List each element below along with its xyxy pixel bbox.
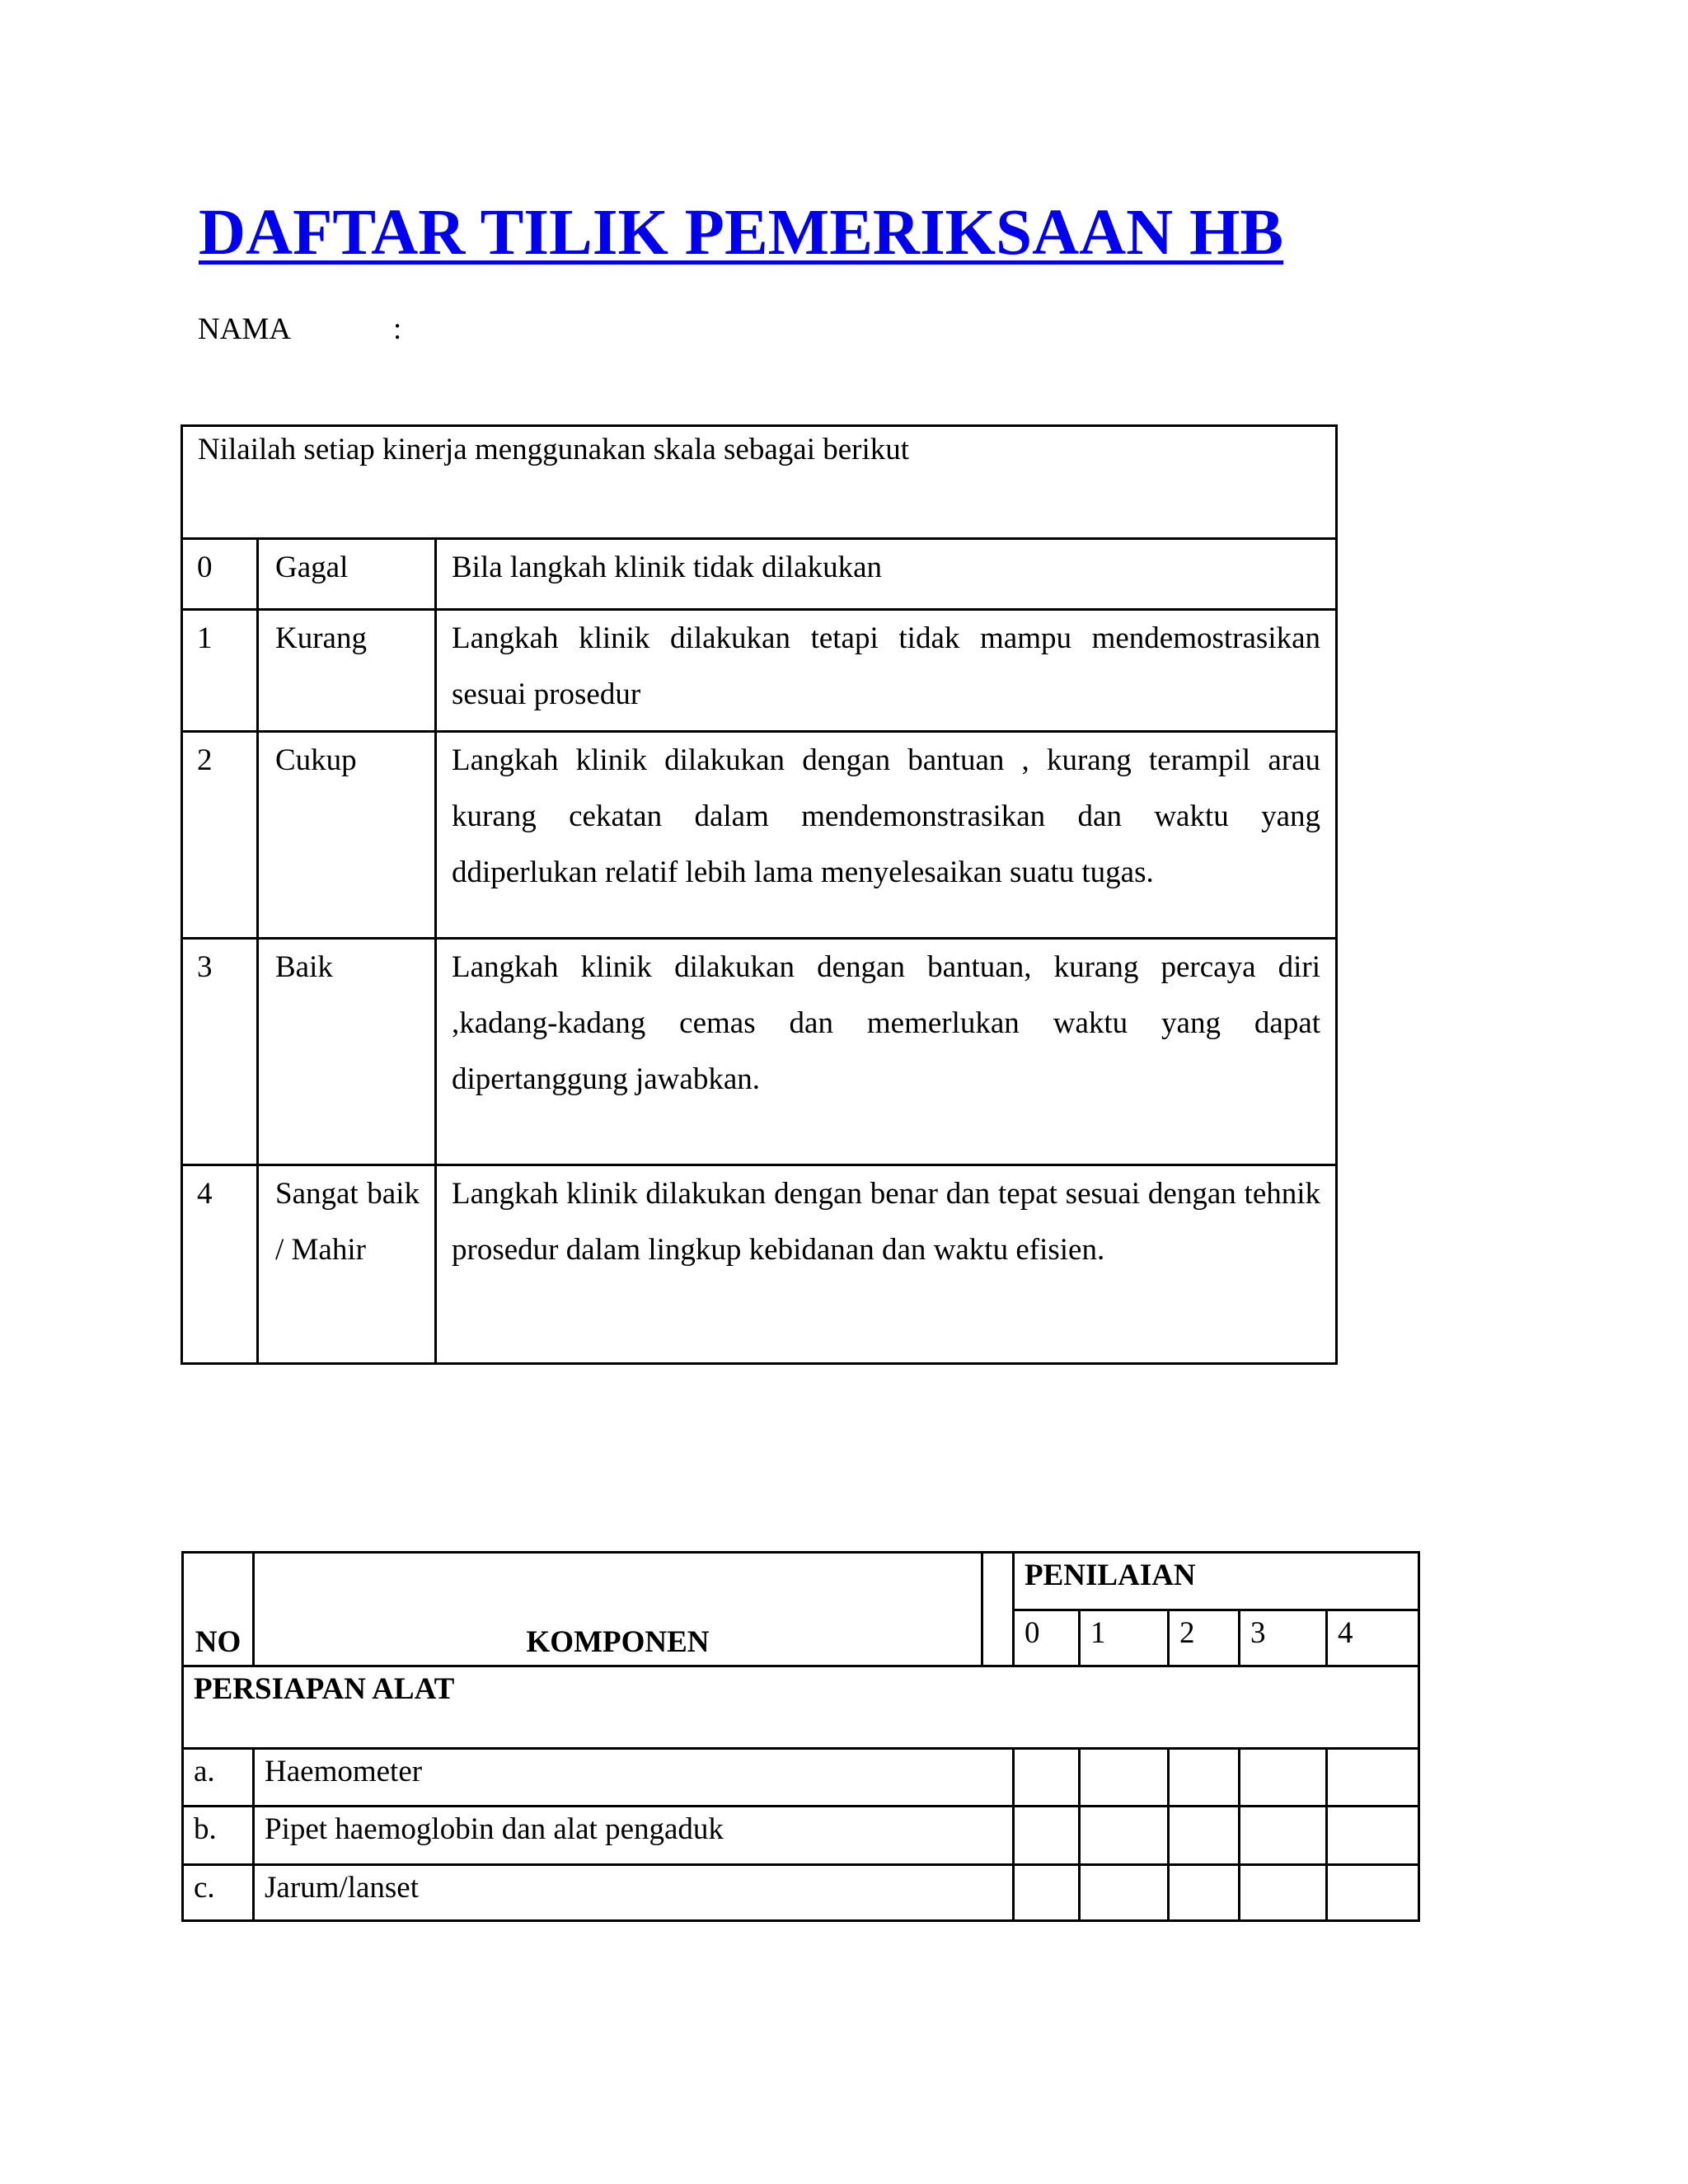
scale-description: Bila langkah klinik tidak dilakukan [436,539,1337,610]
scale-score: 0 [182,539,258,610]
scale-label: Baik [258,939,436,1165]
score-cell[interactable] [1240,1865,1327,1921]
scale-intro-row [182,426,1337,539]
scale-description: Langkah klinik dilakukan dengan bantuan, kurang percaya diri ,kadang-kadang cemas dan memerlukan waktu yang dapat dipertanggung jawabkan. [436,939,1337,1165]
item-text: Pipet haemoglobin dan alat pengaduk [254,1807,1014,1865]
scale-score: 4 [182,1165,258,1364]
score-cell[interactable] [1240,1749,1327,1807]
component-header-row [183,1553,1419,1610]
scale-label: Sangat baik / Mahir [258,1165,436,1364]
score-cell[interactable] [1240,1807,1327,1865]
score-cell[interactable] [1169,1749,1240,1807]
score-cell[interactable] [1169,1807,1240,1865]
scale-score: 2 [182,732,258,939]
document-title: DAFTAR TILIK PEMERIKSAAN HB [199,197,1284,269]
section-persiapan-alat: PERSIAPAN ALAT [183,1666,1419,1749]
scale-score: 1 [182,610,258,732]
score-cell[interactable] [1327,1807,1419,1865]
scale-label: Cukup [258,732,436,939]
table-row [183,1807,1419,1865]
score-cell[interactable] [1327,1865,1419,1921]
scale-row [182,539,1337,610]
nama-colon: : [393,312,402,346]
score-cell[interactable] [1080,1749,1169,1807]
item-no: a. [183,1749,254,1807]
scale-score: 3 [182,939,258,1165]
scale-table [181,424,1338,1365]
scale-intro: Nilailah setiap kinerja menggunakan skala sebagai berikut [182,426,1337,539]
item-text: Jarum/lanset [254,1865,1014,1921]
score-cell[interactable] [1080,1865,1169,1921]
scale-description: Langkah klinik dilakukan dengan benar dan tepat sesuai dengan tehnik prosedur dalam lingkup kebidanan dan waktu efisien. [436,1165,1337,1364]
col-penilaian-header: PENILAIAN [1014,1553,1419,1610]
score-cell[interactable] [1014,1865,1080,1921]
item-no: b. [183,1807,254,1865]
score-header: 0 [1014,1610,1080,1666]
scale-row [182,939,1337,1165]
score-cell[interactable] [1080,1807,1169,1865]
score-header: 4 [1327,1610,1419,1666]
table-row [183,1749,1419,1807]
scale-label: Kurang [258,610,436,732]
score-header: 1 [1080,1610,1169,1666]
nama-label: NAMA [198,312,292,346]
scale-row [182,610,1337,732]
item-text: Haemometer [254,1749,1014,1807]
col-no-header: NO [183,1553,254,1666]
score-cell[interactable] [1014,1807,1080,1865]
scale-label: Gagal [258,539,436,610]
table-row [183,1865,1419,1921]
component-table [181,1551,1420,1922]
header-spacer-cell [982,1553,1014,1666]
score-header: 2 [1169,1610,1240,1666]
item-no: c. [183,1865,254,1921]
scale-description: Langkah klinik dilakukan tetapi tidak mampu mendemostrasikan sesuai prosedur [436,610,1337,732]
scale-row [182,1165,1337,1364]
score-cell[interactable] [1169,1865,1240,1921]
score-header: 3 [1240,1610,1327,1666]
section-row [183,1666,1419,1749]
scale-description: Langkah klinik dilakukan dengan bantuan , kurang terampil arau kurang cekatan dalam mendemonstrasikan dan waktu yang ddiperlukan relatif lebih lama menyelesaikan suatu tugas. [436,732,1337,939]
score-cell[interactable] [1327,1749,1419,1807]
col-komponen-header: KOMPONEN [254,1553,982,1666]
score-cell[interactable] [1014,1749,1080,1807]
scale-row [182,732,1337,939]
